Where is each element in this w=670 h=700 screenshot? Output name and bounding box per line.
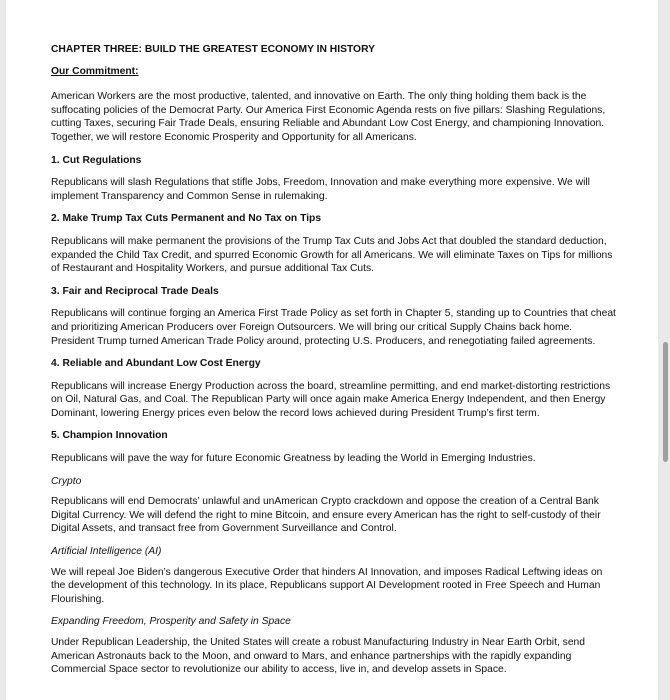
- section-heading-energy: 4. Reliable and Abundant Low Cost Energy: [51, 358, 261, 370]
- section-body-tax-cuts: Republicans will make permanent the provisions of the Trump Tax Cuts and Jobs Act that doubled the standard deduction, expanded the Child Tax Credit, and spurred Economic Growth for all Americans. We will eliminate Taxes on Tips for millions of Restaurant and Hospitality Workers, and pursue additional Tax Cuts.: [51, 235, 613, 275]
- intro-paragraph: American Workers are the most productive, talented, and innovative on Earth. The only thing holding them back is the suffocating policies of the Democrat Party. Our America First Economic Agenda rests on five pillars: Slashing Regulations, cutting Taxes, securing Fair Trade Deals, ensuring Reliable and Abundant Low Cost Energy, and championing Innovation. Together, we will restore Economic Prosperity and Opportunity for all Americans.: [51, 91, 606, 143]
- section-heading-cut-regulations: 1. Cut Regulations: [51, 154, 142, 166]
- section-body-trade-deals: Republicans will continue forging an America First Trade Policy as set forth in Chapter 5, standing up to Countries that cheat and prioritizing American Producers over Foreign Outsourcers. We will bring our critical Supply Chains back home. President Trump turned American Trade Policy around, protecting U.S. Producers, and renegotiating failed agreements.: [51, 308, 616, 347]
- subsection-body-ai: We will repeal Joe Biden’s dangerous Executive Order that hinders AI Innovation, and imposes Radical Leftwing ideas on the development of this technology. In its place, Republicans support AI Development rooted in Free Speech and Human Flourishing.: [51, 566, 603, 605]
- chapter-title: CHAPTER THREE: BUILD THE GREATEST ECONOMY IN HISTORY: [51, 44, 375, 55]
- subsection-body-space: Under Republican Leadership, the United States will create a robust Manufacturing Industry in Near Earth Orbit, send American Astronauts back to the Moon, and onward to Mars, and enhance partnerships with the rapidly expanding Commercial Space sector to revolutionize our ability to access, live in, and develop assets in Space.: [51, 637, 586, 676]
- section-heading-innovation: 5. Champion Innovation: [51, 430, 168, 442]
- subsection-body-crypto: Republicans will end Democrats’ unlawful and unAmerican Crypto crackdown and oppose the creation of a Central Bank Digital Currency. We will defend the right to mine Bitcoin, and ensure every American has the right to self-custody of their Digital Assets, and transact free from Government Surveillance and Control.: [51, 496, 601, 535]
- subsection-heading-ai: Artificial Intelligence (AI): [51, 546, 162, 558]
- section-body-innovation: Republicans will pave the way for future Economic Greatness by leading the World in Emerging Industries.: [51, 453, 536, 465]
- section-heading-trade-deals: 3. Fair and Reciprocal Trade Deals: [51, 285, 219, 297]
- document-page: [6, 0, 658, 700]
- subsection-heading-crypto: Crypto: [51, 475, 82, 487]
- subsection-heading-space: Expanding Freedom, Prosperity and Safety in Space: [51, 616, 291, 628]
- section-body-cut-regulations: Republicans will slash Regulations that stifle Jobs, Freedom, Innovation and make everything more expensive. We will implement Transparency and Common Sense in rulemaking.: [51, 177, 590, 202]
- section-body-energy: Republicans will increase Energy Production across the board, streamline permitting, and end market-distorting restrictions on Oil, Natural Gas, and Coal. The Republican Party will once again make America Energy Independent, and then Energy Dominant, lowering Energy prices even below the record lows achieved during President Trump’s first term.: [51, 380, 611, 419]
- vertical-scrollbar-thumb[interactable]: [663, 342, 668, 462]
- commitment-heading: Our Commitment:: [51, 65, 139, 77]
- section-heading-tax-cuts: 2. Make Trump Tax Cuts Permanent and No Tax on Tips: [51, 213, 322, 225]
